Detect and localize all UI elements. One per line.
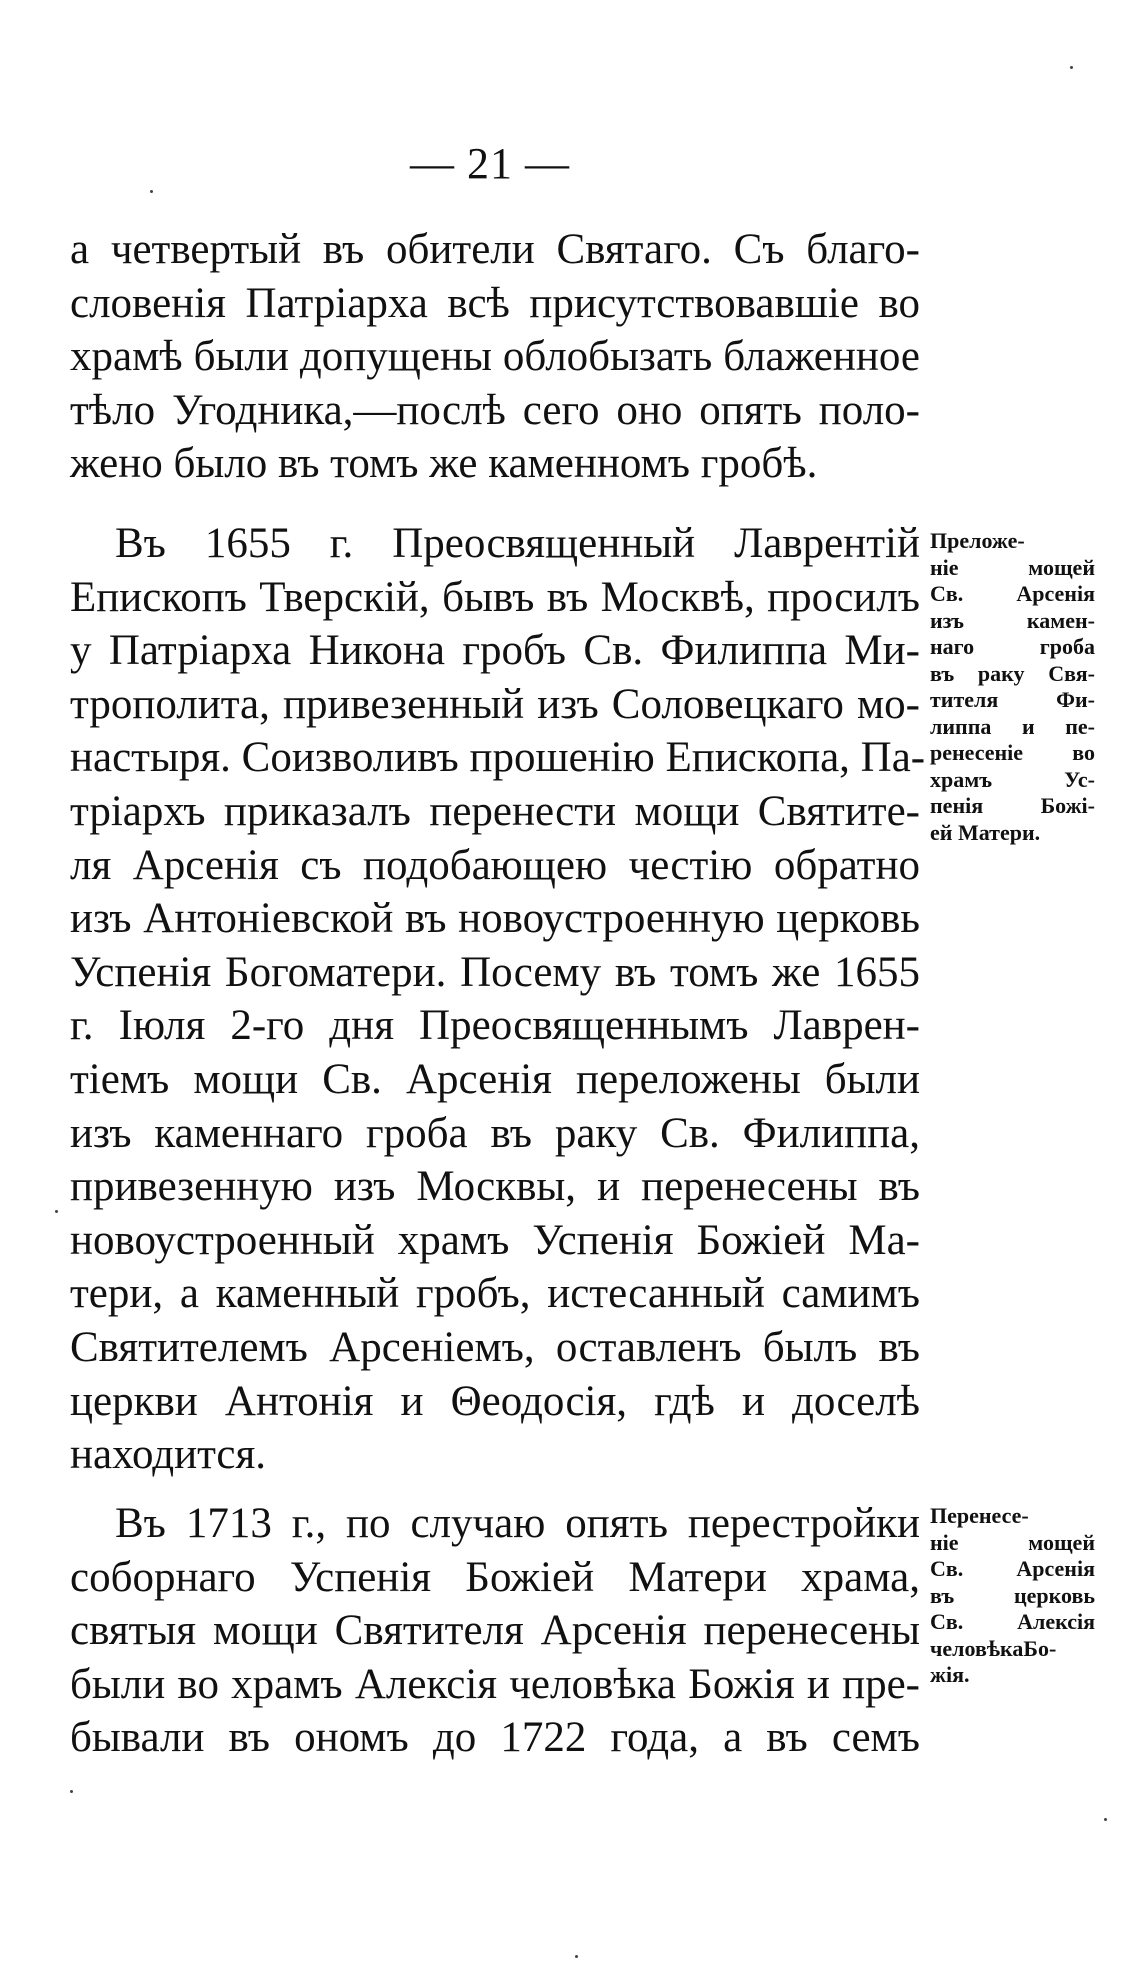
margin-note-line: жія. — [930, 1662, 970, 1687]
scan-speck — [1104, 1818, 1107, 1821]
text-line: церкви Антонія и Θеодосія, гдѣ и доселѣ — [70, 1377, 920, 1425]
text-line: привезенную изъ Москвы, и перенесены въ — [70, 1163, 920, 1211]
margin-note-1 — [930, 528, 1095, 846]
text-line: а четвертый въ обители Святаго. Съ благо- — [70, 226, 920, 273]
scan-speck — [55, 1210, 58, 1213]
margin-note-line: ей Матери. — [930, 819, 1041, 845]
text-line: Успенія Богоматери. Посему въ томъ же 1655 — [70, 948, 920, 996]
margin-note-line: ренесеніе во — [930, 740, 1095, 765]
margin-note-line: Перенесе- — [930, 1503, 1029, 1528]
margin-note-line: Св. Алексія — [930, 1609, 1095, 1634]
text-line: новоустроенный храмъ Успенія Божіей Ма- — [70, 1216, 920, 1264]
scan-speck — [1070, 66, 1073, 69]
text-line: изъ Антоніевской въ новоустроенную церковь — [70, 895, 920, 943]
text-line: тіемъ мощи Св. Арсенія переложены были — [70, 1055, 920, 1103]
margin-note-line: въ церковь — [930, 1582, 1095, 1608]
text-line: у Патріарха Никона гробъ Св. Филиппа Ми- — [70, 627, 920, 675]
margin-note-line: Св. Арсенія — [930, 581, 1095, 606]
margin-note-line: тителя Фи- — [930, 687, 1095, 712]
text-line: храмѣ были допущены облобызать блаженное — [70, 333, 920, 381]
paragraph-3 — [70, 1497, 920, 1765]
margin-note-line: липпа и пе- — [930, 713, 1095, 739]
margin-note-line: ніе мощей — [930, 1529, 1095, 1555]
page-number: — 21 — — [410, 139, 570, 188]
margin-note-line: изъ камен- — [930, 607, 1095, 633]
text-line: тѣло Угодника,—послѣ сего оно опять поло- — [70, 386, 920, 434]
text-line: словенія Патріарха всѣ присутствовавшіе во — [70, 279, 920, 327]
text-line: жено было въ томъ же каменномъ гробѣ. — [70, 440, 818, 488]
text-line: тери, а каменный гробъ, истесанный самимъ — [70, 1270, 920, 1318]
text-line: изъ каменнаго гроба въ раку Св. Филиппа, — [70, 1109, 920, 1157]
text-line: были во храмъ Алексія человѣка Божія и пре- — [70, 1660, 920, 1708]
text-line: ля Арсенія съ подобающею честію обратно — [70, 841, 920, 889]
text-line: Святителемъ Арсеніемъ, оставленъ былъ въ — [70, 1323, 920, 1371]
paragraph-1 — [70, 223, 920, 491]
text-line: находится. — [70, 1431, 267, 1479]
text-line: Епископъ Тверскій, бывъ въ Москвѣ, просилъ — [70, 573, 920, 621]
text-line: Въ 1713 г., по случаю опять перестройки — [115, 1500, 920, 1547]
paragraph-2 — [70, 517, 926, 1482]
text-line: святыя мощи Святителя Арсенія перенесены — [70, 1607, 920, 1655]
text-line: г. Іюля 2-го дня Преосвященнымъ Лаврен- — [70, 1002, 920, 1050]
margin-note-2 — [930, 1503, 1095, 1689]
scan-speck — [150, 190, 153, 193]
margin-note-line: человѣкаБо- — [930, 1635, 1057, 1661]
text-line: тріархъ приказалъ перенести мощи Святите- — [70, 787, 920, 835]
scan-speck — [70, 1790, 73, 1793]
margin-note-line: Св. Арсенія — [930, 1556, 1095, 1581]
margin-note-line: ніе мощей — [930, 554, 1095, 580]
text-line: бывали въ ономъ до 1722 года, а въ семъ — [70, 1714, 920, 1762]
text-line: трополита, привезенный изъ Соловецкаго мо- — [70, 680, 920, 728]
text-line: настыря. Соизволивъ прошенію Епископа, Па- — [70, 734, 926, 782]
margin-note-line: храмъ Ус- — [930, 766, 1095, 792]
text-line: Въ 1655 г. Преосвященный Лаврентій — [115, 520, 920, 567]
margin-note-line: Преложе- — [930, 528, 1025, 553]
margin-note-line: пенія Божі- — [930, 793, 1095, 818]
margin-note-line: наго гроба — [930, 634, 1095, 659]
scan-speck — [575, 1955, 578, 1958]
margin-note-line: въ раку Свя- — [930, 660, 1095, 686]
text-line: соборнаго Успенія Божіей Матери храма, — [70, 1553, 920, 1601]
